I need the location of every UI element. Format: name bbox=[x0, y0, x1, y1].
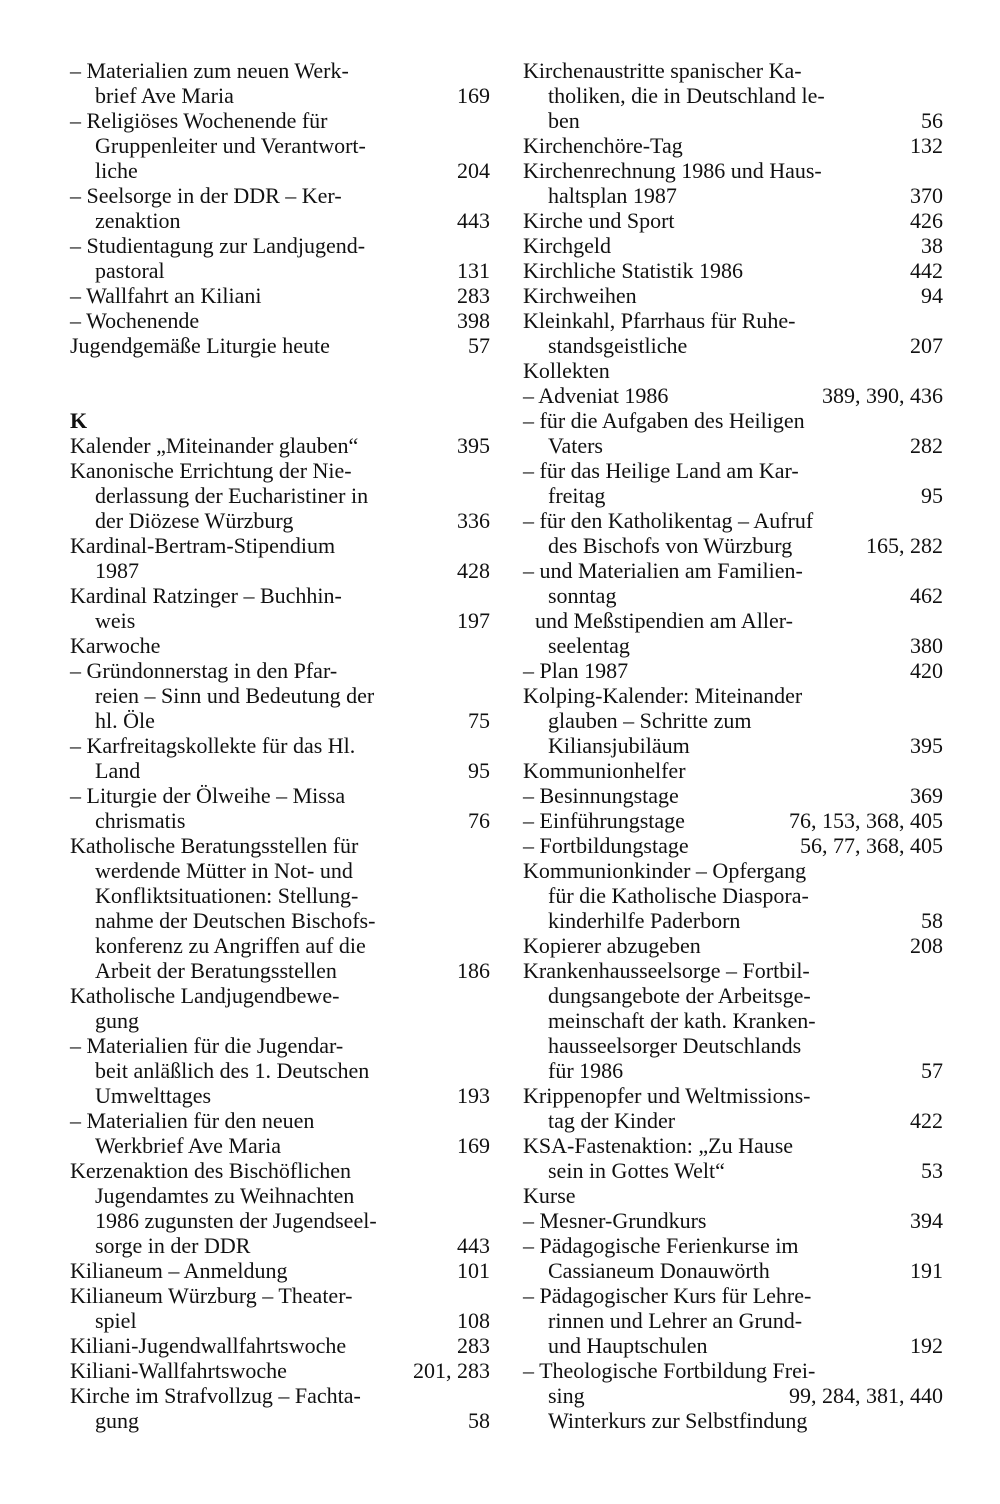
index-entry-text: – Seelsorge in der DDR – Ker- bbox=[70, 183, 342, 208]
index-entry-text: seelentag bbox=[548, 633, 630, 658]
index-entry-page: 395 bbox=[910, 733, 943, 758]
index-line bbox=[523, 808, 943, 833]
index-entry-text: zenaktion bbox=[95, 208, 181, 233]
index-entry-text: – Liturgie der Ölweihe – Missa bbox=[70, 783, 346, 808]
index-line bbox=[70, 483, 490, 508]
index-line bbox=[523, 1108, 943, 1133]
index-line bbox=[523, 483, 943, 508]
index-entry-text: Arbeit der Beratungsstellen bbox=[95, 958, 337, 983]
index-entry-page: 193 bbox=[457, 1083, 490, 1108]
index-entry-page: 101 bbox=[457, 1258, 490, 1283]
index-entry-text: Kirche und Sport bbox=[523, 208, 675, 233]
index-entry-page: 191 bbox=[910, 1258, 943, 1283]
index-entry-text: Kirche im Strafvollzug – Fachta- bbox=[70, 1383, 361, 1408]
index-entry-text: werdende Mütter in Not- und bbox=[95, 858, 353, 883]
index-line bbox=[70, 558, 490, 583]
index-line bbox=[523, 258, 943, 283]
index-line bbox=[70, 1383, 490, 1408]
index-line bbox=[523, 308, 943, 333]
index-line bbox=[70, 758, 490, 783]
index-entry-text: – Pädagogische Ferienkurse im bbox=[523, 1233, 799, 1258]
index-line bbox=[523, 558, 943, 583]
index-line bbox=[523, 708, 943, 733]
index-line bbox=[70, 1333, 490, 1358]
index-line bbox=[70, 1008, 490, 1033]
index-entry-text: konferenz zu Angriffen auf die bbox=[95, 933, 366, 958]
index-entry-page: 201, 283 bbox=[413, 1358, 490, 1383]
index-entry-text: – für den Katholikentag – Aufruf bbox=[523, 508, 814, 533]
index-line bbox=[523, 1233, 943, 1258]
index-line bbox=[523, 1308, 943, 1333]
index-line bbox=[523, 1408, 943, 1433]
index-entry-text: Kiliani-Jugendwallfahrtswoche bbox=[70, 1333, 347, 1358]
index-entry-page: 426 bbox=[910, 208, 943, 233]
index-entry-text: – Einführungstage bbox=[523, 808, 685, 833]
index-line bbox=[70, 883, 490, 908]
index-line bbox=[70, 208, 490, 233]
index-line bbox=[523, 1133, 943, 1158]
index-line bbox=[523, 1358, 943, 1383]
index-entry-text: – Besinnungstage bbox=[523, 783, 679, 808]
index-entry-text: Kommunionhelfer bbox=[523, 758, 686, 783]
index-line bbox=[523, 1183, 943, 1208]
index-entry-text: Kopierer abzugeben bbox=[523, 933, 701, 958]
index-entry-text: Umwelttages bbox=[95, 1083, 212, 1108]
index-line bbox=[70, 258, 490, 283]
index-line bbox=[523, 383, 943, 408]
index-entry-text: Konfliktsituationen: Stellung- bbox=[95, 883, 359, 908]
index-entry-text: Kardinal-Bertram-Stipendium bbox=[70, 533, 336, 558]
index-line bbox=[70, 1183, 490, 1208]
index-entry-text: Karwoche bbox=[70, 633, 161, 658]
index-line bbox=[523, 533, 943, 558]
index-entry-text: Kirchenrechnung 1986 und Haus- bbox=[523, 158, 822, 183]
index-entry-text: Jugendgemäße Liturgie heute bbox=[70, 333, 330, 358]
index-line bbox=[70, 533, 490, 558]
index-line bbox=[523, 1158, 943, 1183]
index-line bbox=[523, 208, 943, 233]
index-line bbox=[523, 158, 943, 183]
index-entry-text: Kiliansjubiläum bbox=[548, 733, 690, 758]
index-entry-text: sein in Gottes Welt“ bbox=[548, 1158, 725, 1183]
index-entry-text: rinnen und Lehrer an Grund- bbox=[548, 1308, 803, 1333]
index-line bbox=[523, 608, 943, 633]
index-entry-page: 208 bbox=[910, 933, 943, 958]
index-entry-text: liche bbox=[95, 158, 138, 183]
index-entry-text: Kardinal Ratzinger – Buchhin- bbox=[70, 583, 342, 608]
index-line bbox=[70, 1133, 490, 1158]
index-line bbox=[70, 283, 490, 308]
index-line bbox=[523, 508, 943, 533]
index-line bbox=[70, 583, 490, 608]
index-line bbox=[70, 958, 490, 983]
index-line bbox=[70, 858, 490, 883]
index-entry-page: 57 bbox=[468, 333, 490, 358]
blank-line bbox=[70, 383, 490, 408]
index-entry-page: 204 bbox=[457, 158, 490, 183]
index-entry-text: tholiken, die in Deutschland le- bbox=[548, 83, 825, 108]
index-line bbox=[523, 83, 943, 108]
index-entry-text: Winterkurs zur Selbstfindung bbox=[548, 1408, 808, 1433]
index-line bbox=[523, 233, 943, 258]
index-entry-text: – Materialien zum neuen Werk- bbox=[70, 58, 349, 83]
index-line bbox=[523, 658, 943, 683]
index-line bbox=[70, 683, 490, 708]
index-line bbox=[70, 808, 490, 833]
index-entry-page: 395 bbox=[457, 433, 490, 458]
index-line bbox=[523, 1083, 943, 1108]
index-entry-text: Kommunionkinder – Opfergang bbox=[523, 858, 807, 883]
index-line bbox=[523, 933, 943, 958]
index-line bbox=[523, 683, 943, 708]
index-entry-text: KSA-Fastenaktion: „Zu Hause bbox=[523, 1133, 794, 1158]
index-line bbox=[523, 958, 943, 983]
index-entry-text: Krankenhausseelsorge – Fortbil- bbox=[523, 958, 810, 983]
index-line bbox=[70, 108, 490, 133]
index-entry-text: Kalender „Miteinander glauben“ bbox=[70, 433, 359, 458]
index-entry-text: – Materialien für den neuen bbox=[70, 1108, 315, 1133]
index-entry-page: 283 bbox=[457, 1333, 490, 1358]
index-entry-text: hl. Öle bbox=[95, 708, 155, 733]
index-entry-text: – Wochenende bbox=[70, 308, 200, 333]
index-line bbox=[523, 908, 943, 933]
index-entry-page: 95 bbox=[921, 483, 943, 508]
index-line bbox=[523, 1208, 943, 1233]
index-entry-text: – Mesner-Grundkurs bbox=[523, 1208, 707, 1233]
index-entry-text: Kirchenaustritte spanischer Ka- bbox=[523, 58, 802, 83]
index-entry-text: chrismatis bbox=[95, 808, 186, 833]
index-line bbox=[70, 1208, 490, 1233]
index-entry-text: – Fortbildungstage bbox=[523, 833, 689, 858]
index-line bbox=[523, 1258, 943, 1283]
index-entry-text: und Meßstipendien am Aller- bbox=[535, 608, 794, 633]
index-entry-text: – Religiöses Wochenende für bbox=[70, 108, 328, 133]
index-line bbox=[523, 1383, 943, 1408]
index-line bbox=[70, 1058, 490, 1083]
index-entry-page: 38 bbox=[921, 233, 943, 258]
index-entry-text: für die Katholische Diaspora- bbox=[548, 883, 809, 908]
index-entry-text: tag der Kinder bbox=[548, 1108, 676, 1133]
index-entry-page: 95 bbox=[468, 758, 490, 783]
index-entry-text: Cassianeum Donauwörth bbox=[548, 1258, 770, 1283]
index-entry-page: 186 bbox=[457, 958, 490, 983]
index-entry-text: – Karfreitagskollekte für das Hl. bbox=[70, 733, 356, 758]
index-line bbox=[523, 108, 943, 133]
index-line bbox=[70, 608, 490, 633]
index-line bbox=[70, 308, 490, 333]
index-line bbox=[70, 1233, 490, 1258]
index-entry-text: nahme der Deutschen Bischofs- bbox=[95, 908, 376, 933]
index-line bbox=[523, 983, 943, 1008]
index-entry-text: hausseelsorger Deutschlands bbox=[548, 1033, 802, 1058]
index-line bbox=[523, 583, 943, 608]
index-entry-text: Kollekten bbox=[523, 358, 610, 383]
index-entry-text: dungsangebote der Arbeitsge- bbox=[548, 983, 811, 1008]
index-line bbox=[523, 433, 943, 458]
index-entry-text: derlassung der Eucharistiner in bbox=[95, 483, 369, 508]
index-entry-text: beit anläßlich des 1. Deutschen bbox=[95, 1058, 370, 1083]
index-line bbox=[70, 1258, 490, 1283]
index-entry-text: – Plan 1987 bbox=[523, 658, 629, 683]
index-entry-text: Kirchweihen bbox=[523, 283, 637, 308]
index-line bbox=[523, 283, 943, 308]
index-entry-page: 282 bbox=[910, 433, 943, 458]
index-entry-page: 422 bbox=[910, 1108, 943, 1133]
index-line bbox=[523, 1283, 943, 1308]
index-column-left bbox=[70, 58, 490, 1433]
index-entry-text: – für die Aufgaben des Heiligen bbox=[523, 408, 805, 433]
index-entry-text: brief Ave Maria bbox=[95, 83, 234, 108]
index-line bbox=[70, 233, 490, 258]
index-line bbox=[70, 1033, 490, 1058]
index-entry-page: 131 bbox=[457, 258, 490, 283]
index-line bbox=[70, 1158, 490, 1183]
index-entry-text: glauben – Schritte zum bbox=[548, 708, 752, 733]
index-entry-page: 207 bbox=[910, 333, 943, 358]
index-entry-text: 1987 bbox=[95, 558, 139, 583]
index-entry-text: freitag bbox=[548, 483, 606, 508]
index-line bbox=[523, 633, 943, 658]
index-entry-text: pastoral bbox=[95, 258, 165, 283]
index-entry-page: 99, 284, 381, 440 bbox=[789, 1383, 943, 1408]
index-entry-text: Katholische Landjugendbewe- bbox=[70, 983, 340, 1008]
index-entry-page: 336 bbox=[457, 508, 490, 533]
index-entry-text: – Studientagung zur Landjugend- bbox=[70, 233, 366, 258]
index-entry-text: Kirchenchöre-Tag bbox=[523, 133, 683, 158]
index-column-right bbox=[523, 58, 943, 1433]
index-entry-text: Kolping-Kalender: Miteinander bbox=[523, 683, 803, 708]
index-entry-page: 56, 77, 368, 405 bbox=[800, 833, 943, 858]
index-entry-text: Vaters bbox=[548, 433, 603, 458]
index-entry-text: kinderhilfe Paderborn bbox=[548, 908, 741, 933]
index-entry-text: Jugendamtes zu Weihnachten bbox=[95, 1183, 355, 1208]
index-entry-page: 369 bbox=[910, 783, 943, 808]
index-line bbox=[70, 983, 490, 1008]
index-entry-text: Kirchliche Statistik 1986 bbox=[523, 258, 743, 283]
index-entry-text: sorge in der DDR bbox=[95, 1233, 251, 1258]
index-entry-text: – Wallfahrt an Kiliani bbox=[70, 283, 262, 308]
index-line bbox=[70, 733, 490, 758]
index-entry-page: 132 bbox=[910, 133, 943, 158]
index-line bbox=[70, 183, 490, 208]
index-entry-page: 53 bbox=[921, 1158, 943, 1183]
index-line bbox=[70, 658, 490, 683]
index-entry-page: 370 bbox=[910, 183, 943, 208]
index-entry-page: 398 bbox=[457, 308, 490, 333]
index-line bbox=[70, 708, 490, 733]
index-entry-text: standsgeistliche bbox=[548, 333, 688, 358]
index-entry-text: Kilianeum Würzburg – Theater- bbox=[70, 1283, 353, 1308]
index-entry-text: – Theologische Fortbildung Frei- bbox=[523, 1358, 816, 1383]
index-entry-text: sing bbox=[548, 1383, 585, 1408]
index-entry-page: 56 bbox=[921, 108, 943, 133]
index-entry-text: Kirchgeld bbox=[523, 233, 611, 258]
index-entry-text: Katholische Beratungsstellen für bbox=[70, 833, 359, 858]
index-entry-text: – für das Heilige Land am Kar- bbox=[523, 458, 799, 483]
index-entry-text: Kleinkahl, Pfarrhaus für Ruhe- bbox=[523, 308, 796, 333]
blank-line bbox=[70, 358, 490, 383]
index-entry-text: Kurse bbox=[523, 1183, 576, 1208]
index-entry-text: der Diözese Würzburg bbox=[95, 508, 294, 533]
index-entry-text: sonntag bbox=[548, 583, 617, 608]
index-entry-page: 76, 153, 368, 405 bbox=[789, 808, 943, 833]
index-entry-text: Land bbox=[95, 758, 141, 783]
index-entry-text: gung bbox=[95, 1408, 139, 1433]
index-entry-text: ben bbox=[548, 108, 580, 133]
index-line bbox=[523, 833, 943, 858]
index-entry-page: 197 bbox=[457, 608, 490, 633]
index-entry-text: des Bischofs von Würzburg bbox=[548, 533, 793, 558]
index-entry-page: 443 bbox=[457, 208, 490, 233]
index-line bbox=[70, 933, 490, 958]
index-line bbox=[523, 58, 943, 83]
index-entry-page: 76 bbox=[468, 808, 490, 833]
index-entry-text: Kerzenaktion des Bischöflichen bbox=[70, 1158, 352, 1183]
index-line bbox=[523, 333, 943, 358]
index-entry-page: 428 bbox=[457, 558, 490, 583]
index-entry-page: 443 bbox=[457, 1233, 490, 1258]
index-entry-text: K bbox=[70, 408, 88, 433]
index-entry-page: 58 bbox=[468, 1408, 490, 1433]
index-entry-page: 380 bbox=[910, 633, 943, 658]
index-entry-text: reien – Sinn und Bedeutung der bbox=[95, 683, 375, 708]
index-entry-text: 1986 zugunsten der Jugendseel- bbox=[95, 1208, 377, 1233]
index-entry-text: weis bbox=[95, 608, 136, 633]
index-entry-text: Kiliani-Wallfahrtswoche bbox=[70, 1358, 287, 1383]
index-line bbox=[70, 333, 490, 358]
index-entry-text: – Adveniat 1986 bbox=[523, 383, 669, 408]
index-line bbox=[70, 158, 490, 183]
index-line bbox=[523, 1058, 943, 1083]
index-entry-page: 283 bbox=[457, 283, 490, 308]
index-line bbox=[70, 1408, 490, 1433]
index-entry-text: gung bbox=[95, 1008, 139, 1033]
index-entry-text: für 1986 bbox=[548, 1058, 624, 1083]
index-line bbox=[70, 508, 490, 533]
index-entry-text: Kilianeum – Anmeldung bbox=[70, 1258, 288, 1283]
index-line bbox=[70, 783, 490, 808]
index-entry-page: 462 bbox=[910, 583, 943, 608]
index-entry-text: Werkbrief Ave Maria bbox=[95, 1133, 281, 1158]
index-entry-text: meinschaft der kath. Kranken- bbox=[548, 1008, 816, 1033]
index-line bbox=[523, 783, 943, 808]
index-line bbox=[523, 458, 943, 483]
index-line bbox=[523, 758, 943, 783]
index-entry-text: haltsplan 1987 bbox=[548, 183, 677, 208]
index-entry-text: – Pädagogischer Kurs für Lehre- bbox=[523, 1283, 812, 1308]
index-line bbox=[70, 1308, 490, 1333]
index-entry-text: und Hauptschulen bbox=[548, 1333, 708, 1358]
index-entry-page: 94 bbox=[921, 283, 943, 308]
index-line bbox=[70, 133, 490, 158]
index-line bbox=[70, 1283, 490, 1308]
section-heading bbox=[70, 408, 490, 433]
index-entry-page: 57 bbox=[921, 1058, 943, 1083]
index-entry-page: 389, 390, 436 bbox=[822, 383, 943, 408]
index-line bbox=[523, 1333, 943, 1358]
index-entry-text: Krippenopfer und Weltmissions- bbox=[523, 1083, 811, 1108]
index-line bbox=[523, 358, 943, 383]
index-line bbox=[523, 733, 943, 758]
index-line bbox=[70, 908, 490, 933]
index-entry-page: 108 bbox=[457, 1308, 490, 1333]
index-entry-page: 75 bbox=[468, 708, 490, 733]
index-entry-page: 192 bbox=[910, 1333, 943, 1358]
index-line bbox=[523, 858, 943, 883]
index-line bbox=[523, 883, 943, 908]
index-entry-page: 58 bbox=[921, 908, 943, 933]
index-entry-text: Kanonische Errichtung der Nie- bbox=[70, 458, 352, 483]
index-entry-text: – Gründonnerstag in den Pfar- bbox=[70, 658, 338, 683]
index-line bbox=[523, 408, 943, 433]
index-line bbox=[70, 1108, 490, 1133]
index-entry-page: 420 bbox=[910, 658, 943, 683]
index-line bbox=[70, 83, 490, 108]
index-entry-text: – und Materialien am Familien- bbox=[523, 558, 803, 583]
index-line bbox=[523, 1008, 943, 1033]
index-line bbox=[70, 633, 490, 658]
index-line bbox=[70, 433, 490, 458]
index-entry-page: 442 bbox=[910, 258, 943, 283]
index-entry-page: 394 bbox=[910, 1208, 943, 1233]
index-line bbox=[70, 458, 490, 483]
index-line bbox=[523, 1033, 943, 1058]
index-line bbox=[70, 58, 490, 83]
index-line bbox=[70, 1358, 490, 1383]
index-line bbox=[523, 183, 943, 208]
index-line bbox=[70, 833, 490, 858]
index-entry-page: 169 bbox=[457, 1133, 490, 1158]
index-entry-page: 169 bbox=[457, 83, 490, 108]
index-entry-text: Gruppenleiter und Verantwort- bbox=[95, 133, 366, 158]
index-entry-text: – Materialien für die Jugendar- bbox=[70, 1033, 344, 1058]
index-line bbox=[70, 1083, 490, 1108]
index-entry-page: 165, 282 bbox=[866, 533, 943, 558]
index-entry-text: spiel bbox=[95, 1308, 137, 1333]
index-line bbox=[523, 133, 943, 158]
